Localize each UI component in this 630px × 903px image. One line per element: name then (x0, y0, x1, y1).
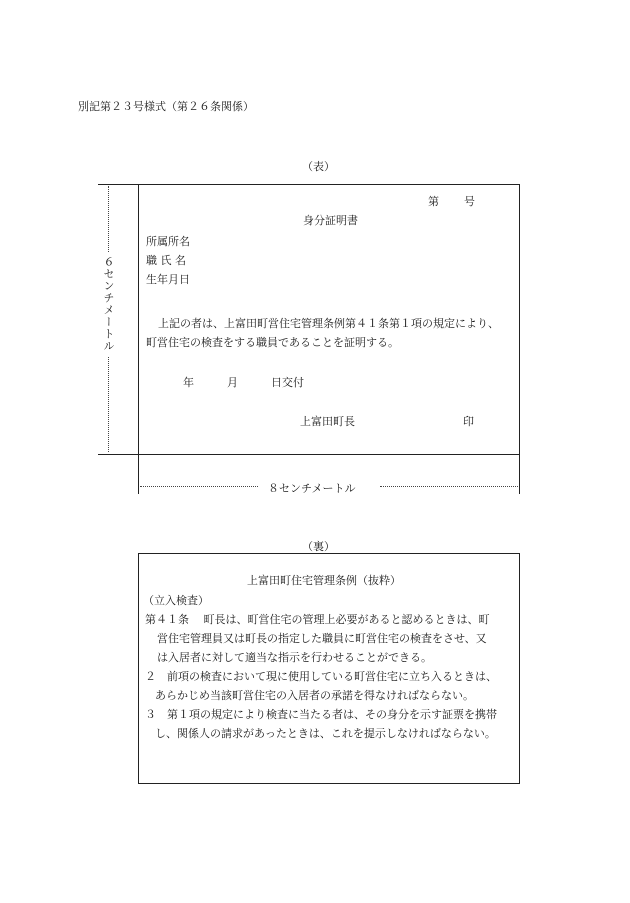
front-left-border (138, 184, 139, 494)
back-heading: （裏） (302, 540, 335, 553)
certificate-body-line-1: 上記の者は、上富田町営住宅管理条例第４１条第１項の規定により、 (158, 317, 499, 330)
width-dimension-line-left (140, 486, 258, 487)
ordinance-line: ２ 前項の検査において現に使用している町営住宅に立ち入るときは、 (145, 670, 497, 683)
section-caption: （立入検査） (143, 594, 209, 607)
back-card (138, 553, 520, 784)
issuer-name: 上富田町長 (300, 415, 355, 428)
certificate-title: 身分証明書 (303, 214, 358, 227)
front-top-rule (98, 184, 520, 185)
width-dimension-label: ８センチメートル (268, 482, 356, 495)
front-bottom-rule (98, 454, 520, 455)
ordinance-line: あらかじめ当該町営住宅の入居者の承諾を得なければならない。 (155, 689, 474, 702)
ordinance-line: は入居者に対して適当な指示を行わせることができる。 (157, 651, 432, 664)
height-dimension-label: ６センチメートル (100, 252, 116, 356)
front-right-border (519, 184, 520, 494)
issue-date: 年 月 日交付 (183, 376, 304, 389)
field-department: 所属所名 (146, 235, 190, 248)
field-name: 職 氏 名 (146, 254, 186, 267)
certificate-body-line-2: 町営住宅の検査をする職員であることを証明する。 (146, 336, 399, 349)
ordinance-line: 第４１条 町長は、町営住宅の管理上必要があると認めるときは、町 (145, 613, 490, 626)
seal-mark: 印 (463, 415, 474, 428)
front-heading: （表） (302, 160, 335, 173)
certificate-number: 第 号 (428, 195, 476, 208)
ordinance-line: し、関係人の請求があったときは、これを提示しなければならない。 (155, 727, 496, 740)
width-dimension-line-right (380, 486, 518, 487)
ordinance-title: 上富田町住宅管理条例（抜粋） (247, 574, 401, 587)
ordinance-line: ３ 第１項の規定により検査に当たる者は、その身分を示す証票を携帯 (145, 708, 497, 721)
form-label: 別記第２３号様式（第２６条関係） (78, 100, 254, 113)
ordinance-line: 営住宅管理員又は町長の指定した職員に町営住宅の検査をさせ、又 (157, 632, 487, 645)
field-birthdate: 生年月日 (146, 273, 190, 286)
